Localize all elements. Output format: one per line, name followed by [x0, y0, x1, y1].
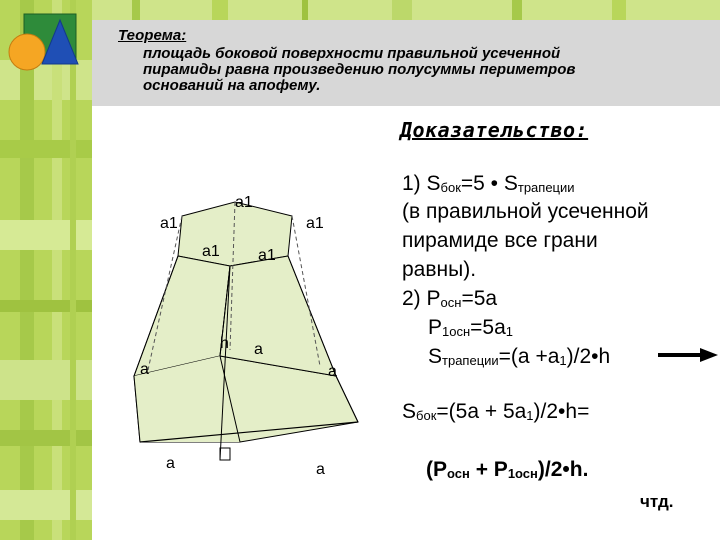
label-h: h	[220, 335, 229, 352]
label-a1-front-left: a1	[202, 243, 220, 260]
proof-line-1: 1) $S_{бок}=5$ • $S_{трапеции}$	[402, 172, 575, 195]
theorem-line: пирамиды равна произведению полусуммы периметров	[143, 61, 576, 78]
label-a1-right: a1	[306, 215, 324, 232]
theorem-line: площадь боковой поверхности правильной усеченной	[143, 45, 561, 62]
proof-line-4: равны).	[402, 258, 477, 281]
label-a-mid: a	[254, 341, 263, 358]
label-a1-front-right: a1	[258, 247, 276, 264]
top-decoration	[92, 0, 720, 20]
proof-line-9: ($P_{осн}$ + $P_{1осн})/2•h$.	[426, 458, 589, 481]
label-a1-top: a1	[235, 194, 253, 211]
side-face-right	[220, 256, 336, 376]
theorem-statement	[143, 46, 703, 94]
label-a1-left: a1	[160, 215, 178, 232]
arrow-right-icon	[658, 348, 718, 362]
label-a-left: a	[140, 361, 149, 378]
proof-line-8: $S_{бок}=(5a$ + $5a_1)/2•h=$	[402, 400, 590, 423]
proof-title: Доказательство:	[400, 118, 589, 142]
proof-line-7: $S_{трапеции}=(a$ $+a_1)/2•h$	[428, 345, 611, 368]
right-angle-mark	[220, 448, 230, 460]
truncated-pyramid-diagram	[120, 180, 380, 480]
decorative-stripe	[0, 0, 92, 540]
label-a-bottom-left: a	[166, 455, 175, 472]
proof-line-3: пирамиде все грани	[402, 229, 598, 252]
qed-label: чтд.	[640, 492, 674, 511]
theorem-title: Теорема:	[118, 27, 187, 44]
label-a-right: a	[328, 363, 337, 380]
proof-line-2: (в правильной усеченной	[402, 200, 649, 223]
logo-shapes-icon	[0, 0, 90, 80]
label-a-bottom-right: a	[316, 461, 325, 478]
theorem-line: оснований на апофему.	[143, 77, 321, 94]
proof-line-6: $P_{1осн}=5a_1$	[428, 316, 514, 339]
proof-line-5: 2) $P_{осн}=5a$	[402, 287, 498, 310]
